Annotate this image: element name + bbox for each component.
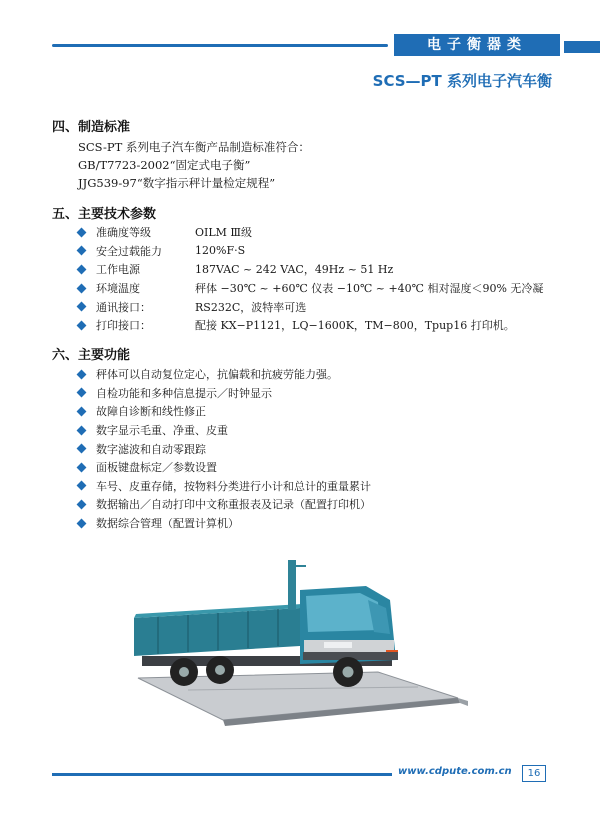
section-heading-standards: 四、制造标准 (52, 120, 131, 135)
header-tab (564, 41, 600, 53)
category-badge: 电子衡器类 (394, 34, 560, 56)
page-number: 16 (522, 765, 546, 782)
function-list (76, 365, 371, 532)
diamond-bullet-icon (77, 302, 87, 312)
diamond-bullet-icon (77, 265, 87, 275)
diamond-bullet-icon (77, 283, 87, 293)
function-text: 自检功能和多种信息提示／时钟显示 (96, 386, 272, 400)
function-text: 数字显示毛重、净重、皮重 (96, 424, 228, 438)
spec-label: 准确度等级 (96, 226, 151, 240)
spec-value: RS232C，波特率可选 (195, 300, 307, 314)
spec-label: 通讯接口： (96, 300, 151, 314)
diamond-bullet-icon (77, 500, 87, 510)
function-item (76, 365, 371, 384)
function-text: 故障自诊断和线性修正 (96, 405, 206, 419)
spec-item (76, 242, 543, 261)
function-text: 车号、皮重存储，按物料分类进行小计和总计的重量累计 (96, 479, 371, 493)
function-item (76, 458, 371, 477)
header-rule (52, 44, 388, 47)
function-item (76, 439, 371, 458)
spec-label: 环境温度 (96, 282, 140, 296)
function-item (76, 384, 371, 403)
spec-item (76, 279, 543, 298)
spec-value: 120%F·S (195, 244, 246, 258)
function-item (76, 421, 371, 440)
function-item (76, 477, 371, 496)
diamond-bullet-icon (77, 227, 87, 237)
spec-label: 打印接口： (96, 319, 151, 333)
function-text: 秤体可以自动复位定心，抗偏载和抗疲劳能力强。 (96, 368, 338, 382)
spec-item (76, 260, 543, 279)
section-heading-functions: 六、主要功能 (52, 348, 131, 363)
spec-value: 秤体 −30℃ ~ +60℃ 仪表 −10℃ ~ +40℃ 相对湿度＜90% 无冷凝 (195, 282, 544, 296)
diamond-bullet-icon (77, 369, 87, 379)
spec-list (76, 223, 543, 335)
diamond-bullet-icon (77, 320, 87, 330)
diamond-bullet-icon (77, 425, 87, 435)
truck-on-scale-image (128, 560, 468, 730)
function-text: 面板键盘标定／参数设置 (96, 461, 217, 475)
diamond-bullet-icon (77, 462, 87, 472)
diamond-bullet-icon (77, 407, 87, 417)
function-text: 数据输出／自动打印中文称重报表及记录（配置打印机） (96, 498, 371, 512)
spec-value: OILM Ⅲ级 (195, 226, 253, 240)
diamond-bullet-icon (77, 388, 87, 398)
standards-line: SCS-PT 系列电子汽车衡产品制造标准符合： (78, 140, 310, 154)
function-text: 数字滤波和自动零跟踪 (96, 442, 206, 456)
spec-item (76, 223, 543, 242)
spec-value: 配接 KX−P1121，LQ−1600K，TM−800，Tpup16 打印机。 (195, 319, 515, 333)
spec-label: 安全过载能力 (96, 244, 162, 258)
diamond-bullet-icon (77, 444, 87, 454)
section-heading-specs: 五、主要技术参数 (52, 207, 157, 222)
standards-line: GB/T7723-2002“固定式电子衡” (78, 158, 251, 172)
function-item (76, 514, 371, 533)
standards-line: JJG539-97“数字指示秤计量检定规程” (78, 176, 276, 190)
spec-item (76, 297, 543, 316)
spec-value: 187VAC ~ 242 VAC，49Hz ~ 51 Hz (195, 263, 394, 277)
diamond-bullet-icon (77, 481, 87, 491)
function-item (76, 495, 371, 514)
product-title: SCS—PT 系列电子汽车衡 (372, 72, 552, 90)
function-text: 数据综合管理（配置计算机） (96, 517, 239, 531)
spec-item (76, 316, 543, 335)
diamond-bullet-icon (77, 518, 87, 528)
standards-text (78, 138, 310, 192)
footer-url: www.cdpute.com.cn (398, 766, 512, 777)
function-item (76, 402, 371, 421)
footer-rule (52, 773, 392, 776)
diamond-bullet-icon (77, 246, 87, 256)
spec-label: 工作电源 (96, 263, 140, 277)
